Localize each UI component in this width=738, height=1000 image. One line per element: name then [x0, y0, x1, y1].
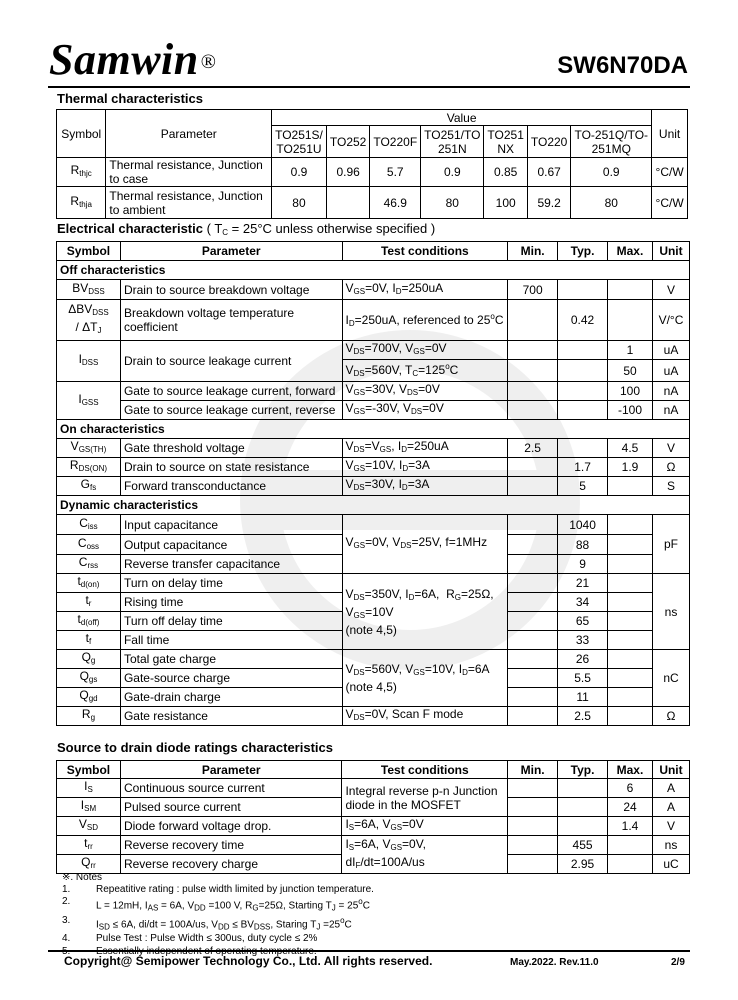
group-dynamic: Dynamic characteristics: [57, 496, 690, 515]
value-cell: 80: [421, 187, 484, 219]
param-cell: Turn off delay time: [120, 612, 342, 631]
unit-cell: °C/W: [652, 158, 688, 187]
typ-cell: 88: [558, 535, 608, 555]
min-cell: [508, 631, 558, 650]
test-cell: $I_D=250uA$, referenced to 25$^o$C: [342, 300, 508, 341]
param-cell: Reverse recovery time: [120, 836, 341, 855]
value-cell: 0.85: [484, 158, 527, 187]
group-on: On characteristics: [57, 420, 690, 439]
th-unit: Unit: [652, 110, 688, 158]
min-cell: [508, 555, 558, 574]
unit-cell: V: [652, 817, 689, 836]
thermal-title: Thermal characteristics: [57, 91, 203, 106]
min-cell: 700: [508, 280, 558, 300]
min-cell: [508, 593, 558, 612]
notes-title: ※. Notes: [62, 872, 103, 883]
header-divider: [48, 86, 690, 88]
param-cell: Continuous source current: [120, 779, 341, 798]
max-cell: -100: [608, 401, 653, 420]
test-cell: $I_S=6A$, $V_{GS}=0V$: [342, 817, 508, 836]
param-cell: Thermal resistance, Junction to ambient: [106, 187, 272, 219]
min-cell: [508, 458, 558, 477]
symbol-cell: $R_{thja}$: [57, 187, 106, 219]
dh-test: Test conditions: [342, 761, 508, 779]
test-cell: Integral reverse p-n Junction diode in the MOSFET: [342, 779, 508, 817]
min-cell: [508, 836, 558, 855]
note-item: 2. L = 12mH, $I_{AS} = 6A$, $V_{DD} =100$ V, $R_G=25\Omega$, Starting $T_J = 25^oC$: [62, 896, 370, 913]
symbol-cell: $t_{rr}$: [57, 836, 121, 855]
min-cell: [508, 341, 558, 360]
unit-cell: pF: [652, 515, 689, 574]
electrical-title: Electrical characteristic ( $T_C = 25^\circ C$ unless otherwise specified ): [57, 221, 436, 237]
min-cell: 2.5: [508, 439, 558, 458]
typ-cell: [558, 341, 608, 360]
typ-cell: 33: [558, 631, 608, 650]
note-item: 4. Pulse Test : Pulse Width ≤ 300us, duty cycle ≤ 2%: [62, 933, 318, 945]
symbol-cell: $Q_g$: [57, 650, 121, 669]
min-cell: [508, 688, 558, 707]
symbol-cell: $G_{fs}$: [57, 477, 121, 496]
unit-cell: Ω: [652, 458, 689, 477]
typ-cell: 455: [558, 836, 608, 855]
symbol-cell: $t_f$: [57, 631, 121, 650]
min-cell: [508, 360, 558, 382]
value-cell: 46.9: [370, 187, 421, 219]
test-cell: $V_{GS}=0V$, $I_D=250uA$: [342, 280, 508, 300]
max-cell: 24: [608, 798, 653, 817]
min-cell: [508, 650, 558, 669]
symbol-cell: $I_S$: [57, 779, 121, 798]
test-cell: $V_{DS}=560V$, $T_C=125^oC$: [342, 360, 508, 382]
max-cell: [608, 650, 653, 669]
unit-cell: nA: [652, 382, 689, 401]
symbol-cell: $BV_{DSS}$: [57, 280, 121, 300]
value-cell: 80: [272, 187, 327, 219]
min-cell: [508, 855, 558, 874]
value-cell: 80: [571, 187, 652, 219]
copyright: Copyright@ Semipower Technology Co., Ltd. All rights reserved.: [64, 954, 433, 968]
pkg-header: TO220: [527, 126, 570, 158]
pkg-header: TO251/TO 251N: [421, 126, 484, 158]
typ-cell: [558, 439, 608, 458]
typ-cell: [558, 360, 608, 382]
th-symbol: Symbol: [57, 110, 106, 158]
min-cell: [508, 669, 558, 688]
max-cell: [608, 574, 653, 593]
min-cell: [508, 535, 558, 555]
max-cell: [608, 855, 653, 874]
unit-cell: uA: [652, 360, 689, 382]
unit-cell: nA: [652, 401, 689, 420]
test-cell: $V_{DS}=350V$, $I_D=6A$, $R_G=25\Omega$, $V_{GS}=10V$ (note 4,5): [342, 574, 508, 650]
symbol-cell: $I_{GSS}$: [57, 382, 121, 420]
typ-cell: 65: [558, 612, 608, 631]
page-number: 2/9: [671, 957, 685, 968]
test-cell: $V_{GS}=10V$, $I_D=3A$: [342, 458, 508, 477]
max-cell: [608, 593, 653, 612]
test-cell: $V_{DS}=0V$, Scan F mode: [342, 707, 508, 726]
thermal-table: [56, 109, 688, 219]
symbol-cell: $C_{iss}$: [57, 515, 121, 535]
typ-cell: [558, 382, 608, 401]
max-cell: [608, 836, 653, 855]
dh-unit: Unit: [652, 761, 689, 779]
typ-cell: 2.5: [558, 707, 608, 726]
min-cell: [508, 515, 558, 535]
value-cell: 100: [484, 187, 527, 219]
min-cell: [508, 401, 558, 420]
notes: [62, 872, 374, 958]
max-cell: [608, 669, 653, 688]
max-cell: [608, 300, 653, 341]
typ-cell: 34: [558, 593, 608, 612]
min-cell: [508, 612, 558, 631]
revision: May.2022. Rev.11.0: [510, 957, 599, 968]
eh-max: Max.: [608, 242, 653, 261]
typ-cell: 0.42: [558, 300, 608, 341]
symbol-cell: $Q_{gd}$: [57, 688, 121, 707]
typ-cell: [558, 798, 608, 817]
test-cell: $V_{DS}=560V$, $V_{GS}=10V$, $I_D=6A$ (note 4,5): [342, 650, 508, 707]
param-cell: Reverse transfer capacitance: [120, 555, 342, 574]
value-cell: 59.2: [527, 187, 570, 219]
dh-parameter: Parameter: [120, 761, 341, 779]
symbol-cell: $t_{d(off)}$: [57, 612, 121, 631]
note-item: 5. Essentially independent of operating temperature.: [62, 945, 317, 957]
pkg-header: TO251 NX: [484, 126, 527, 158]
param-cell: Thermal resistance, Junction to case: [106, 158, 272, 187]
param-cell: Rising time: [120, 593, 342, 612]
eh-min: Min.: [508, 242, 558, 261]
pkg-header: TO251S/ TO251U: [272, 126, 327, 158]
param-cell: Diode forward voltage drop.: [120, 817, 341, 836]
note-item: 3. $I_{SD} \le 6A$, di/dt = 100A/us, $V_{DD} \le BV_{DSS}$, Staring $T_J =25^oC$: [62, 914, 352, 932]
max-cell: [608, 280, 653, 300]
symbol-cell: $I_{DSS}$: [57, 341, 121, 382]
param-cell: Total gate charge: [120, 650, 342, 669]
typ-cell: 26: [558, 650, 608, 669]
th-value: Value: [272, 110, 652, 126]
param-cell: Reverse recovery charge: [120, 855, 341, 874]
param-cell: Input capacitance: [120, 515, 342, 535]
unit-cell: S: [652, 477, 689, 496]
typ-cell: [558, 817, 608, 836]
typ-cell: 5: [558, 477, 608, 496]
max-cell: [608, 688, 653, 707]
unit-cell: V: [652, 439, 689, 458]
symbol-cell: $C_{oss}$: [57, 535, 121, 555]
symbol-cell: $Q_{rr}$: [57, 855, 121, 874]
test-cell: $V_{GS}=-30V$, $V_{DS}=0V$: [342, 401, 508, 420]
eh-symbol: Symbol: [57, 242, 121, 261]
symbol-cell: $t_{d(on)}$: [57, 574, 121, 593]
max-cell: 1.4: [608, 817, 653, 836]
param-cell: Gate-source charge: [120, 669, 342, 688]
param-cell: Drain to source leakage current: [120, 341, 342, 382]
th-parameter: Parameter: [106, 110, 272, 158]
electrical-table: [56, 241, 690, 726]
min-cell: [508, 707, 558, 726]
symbol-cell: $\Delta BV_{DSS}$ / $\Delta T_J$: [57, 300, 121, 341]
unit-cell: ns: [652, 836, 689, 855]
param-cell: Fall time: [120, 631, 342, 650]
max-cell: 100: [608, 382, 653, 401]
value-cell: 0.9: [571, 158, 652, 187]
value-cell: [326, 187, 369, 219]
typ-cell: 21: [558, 574, 608, 593]
param-cell: Output capacitance: [120, 535, 342, 555]
unit-cell: V: [652, 280, 689, 300]
dh-typ: Typ.: [558, 761, 608, 779]
symbol-cell: $C_{rss}$: [57, 555, 121, 574]
min-cell: [508, 798, 558, 817]
dh-max: Max.: [608, 761, 653, 779]
min-cell: [508, 382, 558, 401]
max-cell: 1.9: [608, 458, 653, 477]
unit-cell: A: [652, 798, 689, 817]
unit-cell: V/°C: [652, 300, 689, 341]
test-cell: $I_S=6A$, $V_{GS}=0V$, $dI_F/dt=100A/us$: [342, 836, 508, 874]
eh-test: Test conditions: [342, 242, 508, 261]
max-cell: [608, 707, 653, 726]
test-cell: $V_{GS}=30V$, $V_{DS}=0V$: [342, 382, 508, 401]
eh-typ: Typ.: [558, 242, 608, 261]
param-cell: Breakdown voltage temperature coefficient: [120, 300, 342, 341]
symbol-cell: $V_{GS(TH)}$: [57, 439, 121, 458]
diode-title: Source to drain diode ratings characteristics: [57, 740, 333, 755]
typ-cell: 11: [558, 688, 608, 707]
symbol-cell: $V_{SD}$: [57, 817, 121, 836]
min-cell: [508, 574, 558, 593]
brand-logo: Samwin ®: [49, 35, 217, 84]
symbol-cell: $t_r$: [57, 593, 121, 612]
max-cell: 50: [608, 360, 653, 382]
test-cell: $V_{GS}=0V$, $V_{DS}=25V$, f=1MHz: [342, 515, 508, 574]
max-cell: 6: [608, 779, 653, 798]
test-cell: $V_{DS}=700V$, $V_{GS}=0V$: [342, 341, 508, 360]
typ-cell: 1040: [558, 515, 608, 535]
symbol-cell: $R_{DS(ON)}$: [57, 458, 121, 477]
max-cell: [608, 612, 653, 631]
param-cell: Turn on delay time: [120, 574, 342, 593]
typ-cell: [558, 280, 608, 300]
param-cell: Gate-drain charge: [120, 688, 342, 707]
value-cell: 5.7: [370, 158, 421, 187]
pkg-header: TO-251Q/TO- 251MQ: [571, 126, 652, 158]
unit-cell: nC: [652, 650, 689, 707]
symbol-cell: $R_g$: [57, 707, 121, 726]
value-cell: 0.9: [272, 158, 327, 187]
param-cell: Gate to source leakage current, forward: [120, 382, 342, 401]
value-cell: 0.67: [527, 158, 570, 187]
typ-cell: 1.7: [558, 458, 608, 477]
param-cell: Gate to source leakage current, reverse: [120, 401, 342, 420]
unit-cell: uA: [652, 341, 689, 360]
pkg-header: TO220F: [370, 126, 421, 158]
unit-cell: ns: [652, 574, 689, 650]
max-cell: [608, 477, 653, 496]
max-cell: [608, 535, 653, 555]
param-cell: Forward transconductance: [120, 477, 342, 496]
symbol-cell: $I_{SM}$: [57, 798, 121, 817]
diode-table: [56, 760, 690, 874]
min-cell: [508, 300, 558, 341]
value-cell: 0.96: [326, 158, 369, 187]
typ-cell: 5.5: [558, 669, 608, 688]
typ-cell: [558, 779, 608, 798]
footer-divider: [48, 950, 690, 952]
symbol-cell: $R_{thjc}$: [57, 158, 106, 187]
param-cell: Pulsed source current: [120, 798, 341, 817]
max-cell: [608, 555, 653, 574]
part-number: SW6N70DA: [557, 52, 688, 79]
group-off: Off characteristics: [57, 261, 690, 280]
min-cell: [508, 817, 558, 836]
min-cell: [508, 779, 558, 798]
max-cell: 1: [608, 341, 653, 360]
unit-cell: Ω: [652, 707, 689, 726]
dh-symbol: Symbol: [57, 761, 121, 779]
max-cell: 4.5: [608, 439, 653, 458]
symbol-cell: $Q_{gs}$: [57, 669, 121, 688]
typ-cell: 9: [558, 555, 608, 574]
param-cell: Gate threshold voltage: [120, 439, 342, 458]
param-cell: Gate resistance: [120, 707, 342, 726]
max-cell: [608, 631, 653, 650]
unit-cell: °C/W: [652, 187, 688, 219]
test-cell: $V_{DS}=V_{GS}$, $I_D=250uA$: [342, 439, 508, 458]
unit-cell: A: [652, 779, 689, 798]
max-cell: [608, 515, 653, 535]
note-item: 1. Repeatitive rating : pulse width limited by junction temperature.: [62, 884, 374, 896]
param-cell: Drain to source on state resistance: [120, 458, 342, 477]
typ-cell: [558, 401, 608, 420]
value-cell: 0.9: [421, 158, 484, 187]
unit-cell: uC: [652, 855, 689, 874]
min-cell: [508, 477, 558, 496]
eh-parameter: Parameter: [120, 242, 342, 261]
typ-cell: 2.95: [558, 855, 608, 874]
param-cell: Drain to source breakdown voltage: [120, 280, 342, 300]
dh-min: Min.: [508, 761, 558, 779]
pkg-header: TO252: [326, 126, 369, 158]
test-cell: $V_{DS}=30V$, $I_D=3A$: [342, 477, 508, 496]
eh-unit: Unit: [652, 242, 689, 261]
